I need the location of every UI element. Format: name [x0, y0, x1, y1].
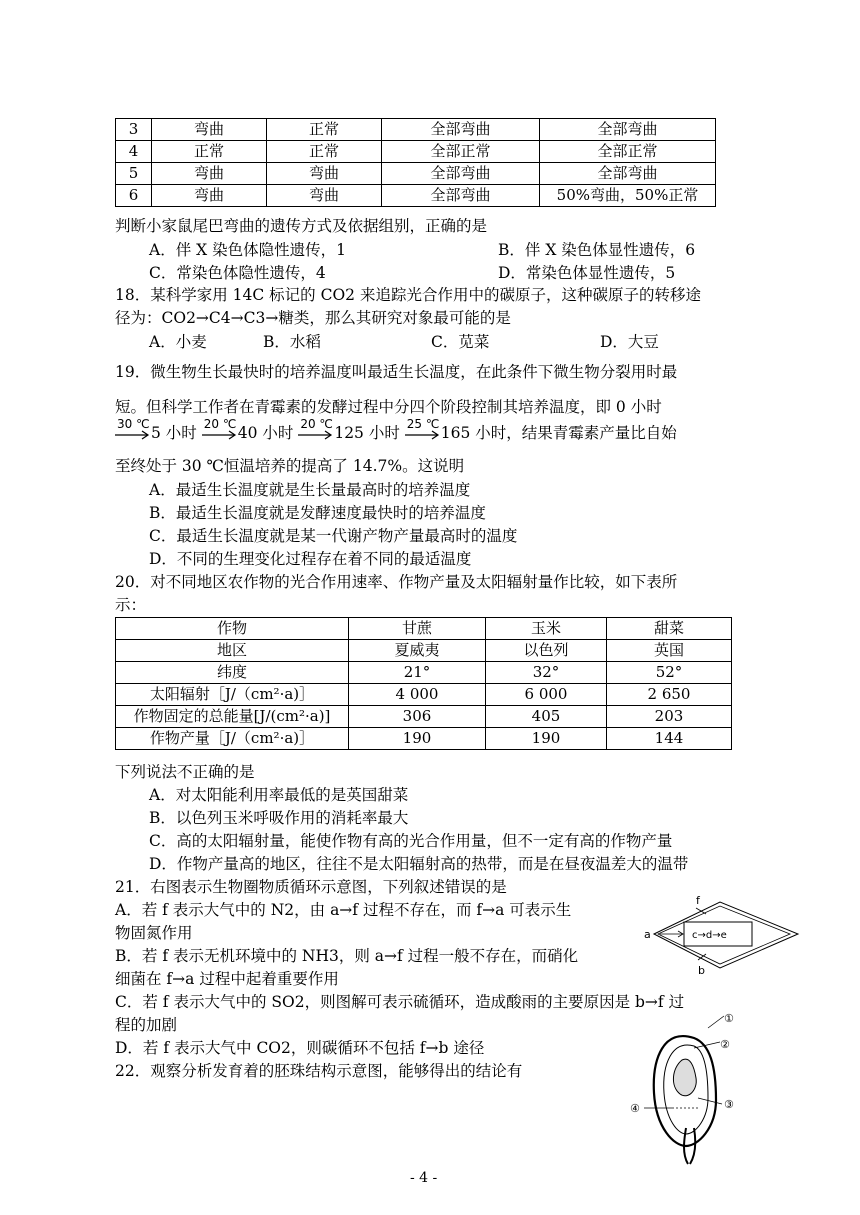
t1-cell: 全部正常 [382, 141, 540, 163]
diagram-inner-chain: c→d→e [692, 930, 727, 941]
q17-option-a: A．伴 X 染色体隐性遗传，1 [149, 241, 346, 259]
q20-stem: 下列说法不正确的是 [115, 763, 255, 781]
diagram-label-b: b [698, 964, 705, 976]
crop-table [115, 617, 732, 750]
t1-cell: 全部弯曲 [540, 119, 716, 141]
t1-cell: 全部弯曲 [382, 119, 540, 141]
t2-cell: 144 [607, 728, 732, 750]
q20-option-a: A．对太阳能利用率最低的是英国甜菜 [149, 786, 409, 804]
ovule-label-2: ② [720, 1038, 730, 1051]
q18-option-c: C．苋菜 [431, 333, 490, 351]
q18-option-b: B．水稻 [263, 333, 321, 351]
t2-cell: 夏威夷 [349, 640, 486, 662]
ovule-label-4: ④ [630, 1102, 640, 1115]
t1-cell: 弯曲 [152, 119, 267, 141]
t1-cell: 弯曲 [152, 163, 267, 185]
q19-option-a: A．最适生长温度就是生长量最高时的培养温度 [149, 481, 471, 499]
t2-cell: 21° [349, 662, 486, 684]
t1-cell: 全部弯曲 [382, 185, 540, 207]
t1-cell: 全部正常 [540, 141, 716, 163]
t2-cell: 英国 [607, 640, 732, 662]
t2-cell: 作物产量［J/（cm²·a)］ [116, 728, 349, 750]
t2-cell: 52° [607, 662, 732, 684]
t1-cell: 全部弯曲 [540, 163, 716, 185]
t1-cell: 正常 [152, 141, 267, 163]
genetics-table [115, 118, 716, 207]
arrow-temp-3: 20 ℃ [298, 422, 334, 444]
t1-cell: 正常 [267, 119, 382, 141]
t2-cell: 190 [486, 728, 607, 750]
q19-line2: 短。但科学工作者在青霉素的发酵过程中分四个阶段控制其培养温度，即 0 小时 [115, 398, 662, 416]
t1-cell: 弯曲 [152, 185, 267, 207]
t2-cell: 2 650 [607, 684, 732, 706]
t2-cell: 405 [486, 706, 607, 728]
q18-option-a: A．小麦 [149, 333, 207, 351]
t1-row [116, 185, 716, 207]
q19-line4: 至终处于 30 ℃恒温培养的提高了 14.7%。这说明 [115, 457, 465, 475]
t2-cell: 4 000 [349, 684, 486, 706]
t2-cell: 甜菜 [607, 618, 732, 640]
arrow-temp-1: 30 ℃ [115, 422, 151, 444]
t2-cell: 作物固定的总能量[J/(cm²·a)] [116, 706, 349, 728]
q19-line1: 19．微生物生长最快时的培养温度叫最适生长温度，在此条件下微生物分裂用时最 [115, 363, 678, 381]
diagram-label-a: a [644, 928, 651, 941]
t2-cell: 32° [486, 662, 607, 684]
t1-cell: 弯曲 [267, 185, 382, 207]
q17-option-d: D．常染色体显性遗传，5 [498, 264, 676, 282]
t1-cell: 50%弯曲，50%正常 [540, 185, 716, 207]
t2-cell: 地区 [116, 640, 349, 662]
arrow-temp-2: 20 ℃ [202, 422, 238, 444]
t1-cell: 弯曲 [267, 163, 382, 185]
t2-cell: 纬度 [116, 662, 349, 684]
t1-row [116, 119, 716, 141]
diagram-label-f: f [696, 894, 700, 907]
q21-b1: B．若 f 表示无机环境中的 NH3，则 a→f 过程一般不存在，而硝化 [115, 947, 579, 965]
q19-option-b: B．最适生长温度就是发酵速度最快时的培养温度 [149, 504, 486, 522]
arrow-temp-4: 25 ℃ [405, 422, 441, 444]
t2-cell: 190 [349, 728, 486, 750]
t1-row [116, 141, 716, 163]
t2-row [116, 728, 732, 750]
q21-b2: 细菌在 f→a 过程中起着重要作用 [115, 970, 339, 988]
t2-cell: 203 [607, 706, 732, 728]
q18-line1: 18．某科学家用 14C 标记的 CO2 来追踪光合作用中的碳原子，这种碳原子的转移途 [115, 286, 701, 304]
t2-row [116, 662, 732, 684]
t1-cell: 全部弯曲 [382, 163, 540, 185]
q18-line2: 径为：CO2→C4→C3→糖类，那么其研究对象最可能的是 [115, 309, 511, 327]
q20-option-b: B．以色列玉米呼吸作用的消耗率最大 [149, 809, 409, 827]
t1-row [116, 163, 716, 185]
q20-line1: 20．对不同地区农作物的光合作用速率、作物产量及太阳辐射量作比较，如下表所 [115, 573, 678, 591]
q21-line1: 21．右图表示生物圈物质循环示意图，下列叙述错误的是 [115, 878, 507, 896]
q19-option-c: C．最适生长温度就是某一代谢产物产量最高时的温度 [149, 527, 518, 545]
q21-a1: A．若 f 表示大气中的 N2，由 a→f 过程不存在，而 f→a 可表示生 [115, 901, 572, 919]
q17-option-c: C．常染色体隐性遗传，4 [149, 264, 326, 282]
q17-stem: 判断小家鼠尾巴弯曲的遗传方式及依据组别，正确的是 [115, 217, 488, 235]
t1-cell: 4 [116, 141, 152, 163]
page-number: - 4 - [410, 1170, 438, 1186]
q20-option-c: C．高的太阳辐射量，能使作物有高的光合作用量，但不一定有高的作物产量 [149, 832, 673, 850]
t2-row [116, 684, 732, 706]
q19-option-d: D．不同的生理变化过程存在着不同的最适温度 [149, 550, 472, 568]
t1-cell: 6 [116, 185, 152, 207]
t2-cell: 作物 [116, 618, 349, 640]
q21-c1: C．若 f 表示大气中的 SO2，则图解可表示硫循环，造成酸雨的主要原因是 b→f 过 [115, 993, 685, 1011]
t1-cell: 3 [116, 119, 152, 141]
t1-cell: 5 [116, 163, 152, 185]
t2-row [116, 618, 732, 640]
t2-cell: 以色列 [486, 640, 607, 662]
t2-cell: 太阳辐射［J/（cm²·a)］ [116, 684, 349, 706]
q22-line1: 22．观察分析发育着的胚珠结构示意图，能够得出的结论有 [115, 1062, 523, 1080]
q18-option-d: D．大豆 [600, 333, 659, 351]
t1-cell: 正常 [267, 141, 382, 163]
q20-option-d: D．作物产量高的地区，往往不是太阳辐射高的热带，而是在昼夜温差大的温带 [149, 855, 689, 873]
ovule-label-1: ① [724, 1012, 734, 1025]
q19-line3: 30 ℃ 5 小时 20 ℃ 40 小时 20 ℃ 125 小时 25 ℃ 165 小时，结果青霉素产量比自始 [117, 417, 677, 442]
ovule-structure-diagram [624, 1008, 749, 1166]
t2-cell: 306 [349, 706, 486, 728]
t2-cell: 玉米 [486, 618, 607, 640]
ovule-label-3: ③ [724, 1098, 734, 1111]
t2-cell: 甘蔗 [349, 618, 486, 640]
q17-option-b: B．伴 X 染色体显性遗传，6 [498, 241, 696, 259]
q20-line2: 示： [115, 596, 147, 614]
t2-row [116, 640, 732, 662]
t2-row [116, 706, 732, 728]
q21-a2: 物固氮作用 [115, 924, 193, 942]
q21-c2: 程的加剧 [115, 1016, 178, 1034]
q21-d: D．若 f 表示大气中 CO2，则碳循环不包括 f→b 途径 [115, 1039, 485, 1057]
t2-cell: 6 000 [486, 684, 607, 706]
matter-cycle-diagram [640, 888, 805, 976]
